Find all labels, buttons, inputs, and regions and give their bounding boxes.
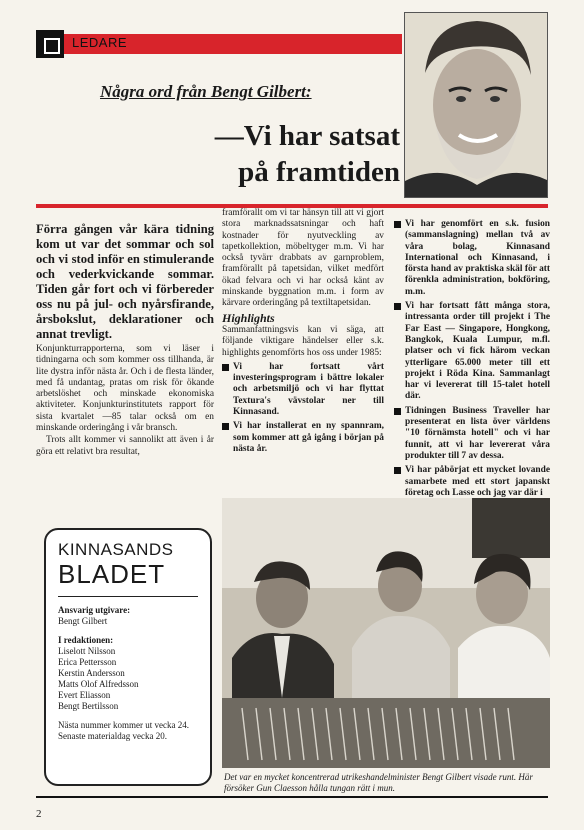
bottom-rule: [36, 796, 548, 798]
deadline-note: Senaste materialdag vecka 20.: [58, 731, 167, 741]
bullet-item: Vi har fortsatt fått många stora, intressanta order till projekt i The Far East — Singapore, Hongkong, Bangkok, Kuala Lumpur, m.fl. platser och vi fick härom veckan ytterligare 65.000 meter till ett projekt i Röda Kina. Sammanlagt har vi levererat till 15-talet hotell där.: [394, 301, 550, 403]
bullet-item: Vi har installerat en ny spannram, som kommer att gå igång i början på nästa år.: [222, 421, 384, 455]
bullet-item: Vi har genomfört en s.k. fusion (sammanslagning) mellan två av våra bolag, Kinnasand International och Kinnasand, i första hand av praktiska skäl för att förenkla administration, bokföring, m.m.: [394, 219, 550, 298]
factory-photo: [222, 498, 550, 768]
paragraph: Trots allt kommer vi sannolikt att även i år göra ett relativt bra resultat,: [36, 435, 214, 457]
subheading: Highlights: [222, 310, 275, 325]
column-2: [222, 208, 384, 455]
editorial-member: Erica Pettersson: [58, 657, 117, 667]
masthead-title: KINNASANDS: [58, 540, 174, 559]
paragraph: framförallt om vi tar hänsyn till att vi gjort stora marknadssatsningar och haft kostnader för nyutveckling av tapetkollektion, möbeltyger m.m. Vi har också tyvärr drabbats av garnproblem, framförallt på tapetsidan, vilket medfört ökad felvara och vi har också känt av minskande byggnation m.m. i form av kärvare orderingång på textiltapetsidan.: [222, 208, 384, 309]
headline: [120, 118, 400, 190]
masthead-box: [44, 528, 212, 786]
masthead-title: BLADET: [58, 559, 166, 589]
bullet-item: Tidningen Business Traveller har presenterat en lista över världens "10 förnämsta hotell" och vi har funnit, att vi har levererat våra produkter till 7 av dessa.: [394, 406, 550, 462]
editorial-member: Liselott Nilsson: [58, 646, 116, 656]
factory-illustration: [222, 498, 550, 768]
page-number: 2: [36, 808, 42, 820]
square-bullet-icon: [394, 221, 401, 228]
column-1: [36, 222, 214, 459]
square-bullet-icon: [222, 423, 229, 430]
paragraph: Konjunkturrapporterna, som vi läser i tidningarna och som kommer oss tillhanda, är lite dystra inför nästa år. Och i de flesta länder, med få undantag, pratas om risk för ökande arbetslöshet och minskade ekonomiska aktiviteter. Konjunkturinstitutets rapport för sista kvartalet —85 talar också om en minskande orderingång i vår bransch.: [36, 344, 214, 434]
bullet-item: Vi har påbörjat ett mycket lovande samarbete med ett stort japanskt företag och Lasse och jag var där i: [394, 465, 550, 499]
masthead-divider: [58, 596, 198, 597]
editorial-member: Kerstin Andersson: [58, 668, 125, 678]
headline-line: —Vi har satsat: [214, 120, 400, 152]
publisher-label: Ansvarig utgivare:: [58, 605, 131, 615]
headline-line: på framtiden: [238, 156, 400, 188]
editorial-label: I redaktionen:: [58, 635, 114, 645]
lead-paragraph: Förra gången vår kära tidning kom ut var det sommar och sol och vi stod inför en stimulerande och vederkvickande sommar. Tiden går fort och vi förbereder oss nu på jul- och nyårsfirande, årsbokslut, deklarationer och annat trevligt.: [36, 222, 214, 341]
portrait-illustration: [405, 13, 548, 198]
kicker-heading: Några ord från Bengt Gilbert:: [100, 82, 312, 101]
square-bullet-icon: [394, 467, 401, 474]
bullet-item: Vi har fortsatt vårt investeringsprogram i bättre lokaler och arbetsmiljö och vi har flyttat Textura's vävstolar ner till Kinnasand.: [222, 362, 384, 418]
photo-caption: Det var en mycket koncentrerad utrikeshandelminister Bengt Gilbert visade runt. Här försöker Gun Claesson hålla tungan rätt i mun.: [224, 772, 533, 793]
editorial-member: Bengt Bertilsson: [58, 701, 119, 711]
square-bullet-icon: [394, 408, 401, 415]
editorial-member: Evert Eliasson: [58, 690, 111, 700]
square-bullet-icon: [394, 303, 401, 310]
square-bullet-icon: [222, 364, 229, 371]
publisher-name: Bengt Gilbert: [58, 616, 108, 626]
column-3: [394, 216, 550, 499]
next-issue-note: Nästa nummer kommer ut vecka 24.: [58, 720, 189, 730]
paragraph: Sammanfattningsvis kan vi säga, att följande viktigare händelser eller s.k. highlights genomförts hos oss under 1985:: [222, 324, 384, 358]
editorial-member: Matts Olof Alfredsson: [58, 679, 139, 689]
portrait-photo: [404, 12, 548, 198]
section-square-icon: [36, 30, 64, 58]
section-label: LEDARE: [72, 35, 128, 50]
